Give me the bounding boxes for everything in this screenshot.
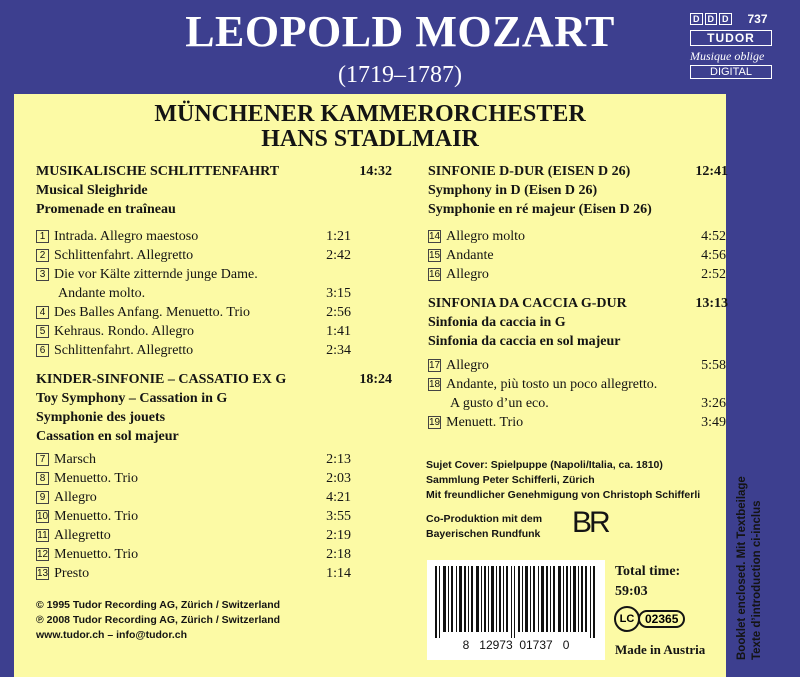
work-subtitle: Symphony in D (Eisen D 26) [428,183,598,198]
work-duration: 12:41 [695,164,728,179]
track-title: Kehraus. Rondo. Allegro [54,324,194,339]
track-row [36,509,351,525]
work-subtitle: Promenade en traîneau [36,202,176,217]
track-title: Allegro [446,267,489,282]
credit-line: Mit freundlicher Genehmigung von Christoph Schifferli [426,489,701,501]
work-duration: 13:13 [695,296,728,311]
track-row [428,267,726,283]
track-time: 3:26 [701,396,726,411]
track-time: 1:21 [326,229,351,244]
catalog-number: 737 [747,12,768,26]
track-number: 8 [36,472,49,485]
track-number: 10 [37,511,49,522]
track-row [36,324,351,340]
track-title: Andante [446,248,494,263]
work-kinder-sinfonie [36,370,406,446]
track-title: Schlittenfahrt. Allegretto [54,343,194,358]
credit-line: Sammlung Peter Schifferli, Zürich [426,474,595,486]
work-title [428,162,728,181]
track-row [36,248,351,264]
booklet-note [727,440,787,660]
track-time: 2:18 [326,547,351,562]
work-subtitle: Symphonie en ré majeur (Eisen D 26) [428,202,652,217]
work-sinfonia-da-caccia [428,294,728,351]
coproduction-note [426,512,586,542]
track-title: Menuetto. Trio [54,509,139,524]
track-number: 1 [36,230,49,243]
total-time-label: Total time: [615,564,681,579]
track-time: 2:56 [326,305,351,320]
work-title [36,162,406,181]
cover-credit [426,458,726,503]
copyright-block [36,598,366,643]
track-title: Menuetto. Trio [54,471,139,486]
work-title [36,370,406,389]
track-time: 2:13 [326,452,351,467]
track-number: 16 [429,269,441,280]
track-title: Schlittenfahrt. Allegretto [54,248,194,263]
track-number: 17 [429,360,441,371]
composer-title: LEOPOLD MOZART [185,7,615,56]
track-row [428,377,726,393]
track-number: 12 [37,549,49,560]
track-time: 2:52 [701,267,726,282]
track-number: 14 [429,231,441,242]
track-number: 15 [429,250,441,261]
ddd-box: D [705,13,718,25]
track-number: 11 [37,530,48,541]
track-title: Menuetto. Trio [54,547,139,562]
lc-code [614,606,685,632]
track-time: 3:55 [326,509,351,524]
track-row-continued [36,286,351,302]
work-subtitle: Symphonie des jouets [36,410,166,425]
track-time: 2:03 [326,471,351,486]
track-number: 4 [36,306,49,319]
track-row-continued [428,396,726,412]
track-title: Marsch [54,452,96,467]
work-schlittenfahrt [36,162,406,219]
track-time: 2:42 [326,248,351,263]
track-number: 6 [36,344,49,357]
ddd-box: D [690,13,703,25]
booklet-note-line: Booklet enclosed. Mit Textbeilage [736,476,748,660]
track-title: Allegro [54,490,97,505]
performers [14,102,726,152]
track-title: Allegro molto [446,229,526,244]
track-number: 18 [429,379,441,390]
track-title: Allegretto [54,528,111,543]
track-row [428,415,726,431]
track-time: 1:41 [326,324,351,339]
track-time: 3:49 [701,415,726,430]
track-title: Andante molto. [58,286,146,301]
work-title-text: SINFONIA DA CACCIA G-DUR [428,296,627,311]
orchestra-name: MÜNCHENER KAMMERORCHESTER [154,101,586,127]
work-subtitle: Sinfonia da caccia in G [428,315,566,330]
work-subtitle: Cassation en sol majeur [36,429,179,444]
composer-dates: (1719–1787) [338,62,462,88]
lc-icon: LC [614,606,640,632]
coproduction-line: Bayerischen Rundfunk [426,528,541,540]
track-row [428,229,726,245]
copyright-line: ℗ 2008 Tudor Recording AG, Zürich / Switzerland [36,614,281,626]
track-number: 2 [36,249,49,262]
track-title: Andante, più tosto un poco allegretto. [446,377,658,392]
track-row [36,229,351,245]
track-row [36,566,351,582]
work-duration: 14:32 [359,164,392,179]
track-title: Intrada. Allegro maestoso [54,229,199,244]
barcode-number: 8 12973 01737 0 [462,638,570,652]
lc-number: 02365 [638,610,685,628]
work-sinfonie-d-dur [428,162,728,219]
barcode [427,560,605,660]
track-row [36,547,351,563]
track-time: 2:34 [326,343,351,358]
track-time: 1:14 [326,566,351,581]
made-in: Made in Austria [615,642,706,657]
track-number: 19 [429,417,441,428]
track-row [36,471,351,487]
track-number: 9 [36,491,49,504]
work-duration: 18:24 [359,372,392,387]
conductor-name: HANS STADLMAIR [261,126,479,152]
track-row [36,490,351,506]
track-title: Presto [54,566,90,581]
track-title: Allegro [446,358,489,373]
br-logo: BR [572,506,608,539]
track-time: 5:58 [701,358,726,373]
work-title-text: KINDER-SINFONIE – CASSATIO EX G [36,372,287,387]
track-row [428,358,726,374]
track-time: 3:15 [326,286,351,301]
track-row [428,248,726,264]
track-row [36,452,351,468]
ddd-box: D [719,13,732,25]
label-slogan: Musique oblige [690,49,765,63]
work-title-text: SINFONIE D-DUR (EISEN D 26) [428,164,631,179]
work-subtitle: Toy Symphony – Cassation in G [36,391,228,406]
track-time: 4:56 [701,248,726,263]
coproduction-line: Co-Produktion mit dem [426,513,543,525]
track-number: 3 [36,268,49,281]
track-number: 7 [36,453,49,466]
track-row [36,343,351,359]
track-row [36,528,351,544]
tracklist-panel [14,94,726,677]
work-subtitle: Sinfonia da caccia en sol majeur [428,334,621,349]
track-row [36,305,351,321]
track-title: Die vor Kälte zitternde junge Dame. [54,267,258,282]
track-time: 4:52 [701,229,726,244]
track-title: Des Balles Anfang. Menuetto. Trio [54,305,250,320]
total-time-value: 59:03 [615,584,648,599]
track-title: Menuett. Trio [446,415,524,430]
copyright-line: © 1995 Tudor Recording AG, Zürich / Switzerland [36,599,281,611]
work-subtitle: Musical Sleighride [36,183,148,198]
website-line: www.tudor.ch – info@tudor.ch [36,629,188,641]
track-time: 2:19 [326,528,351,543]
total-time-block [615,562,680,602]
credit-line: Sujet Cover: Spielpuppe (Napoli/Italia, ca. 1810) [426,459,663,471]
track-title: A gusto d’un eco. [450,396,549,411]
track-number: 13 [37,568,49,579]
tudor-logo [690,12,782,79]
booklet-note-line: Texte d’introduction ci-inclus [751,500,763,660]
track-number: 5 [36,325,49,338]
digital-badge: DIGITAL [690,65,772,79]
track-row [36,267,351,283]
work-title-text: MUSIKALISCHE SCHLITTENFAHRT [36,164,280,179]
work-title [428,294,728,313]
label-name: TUDOR [690,30,772,46]
track-time: 4:21 [326,490,351,505]
